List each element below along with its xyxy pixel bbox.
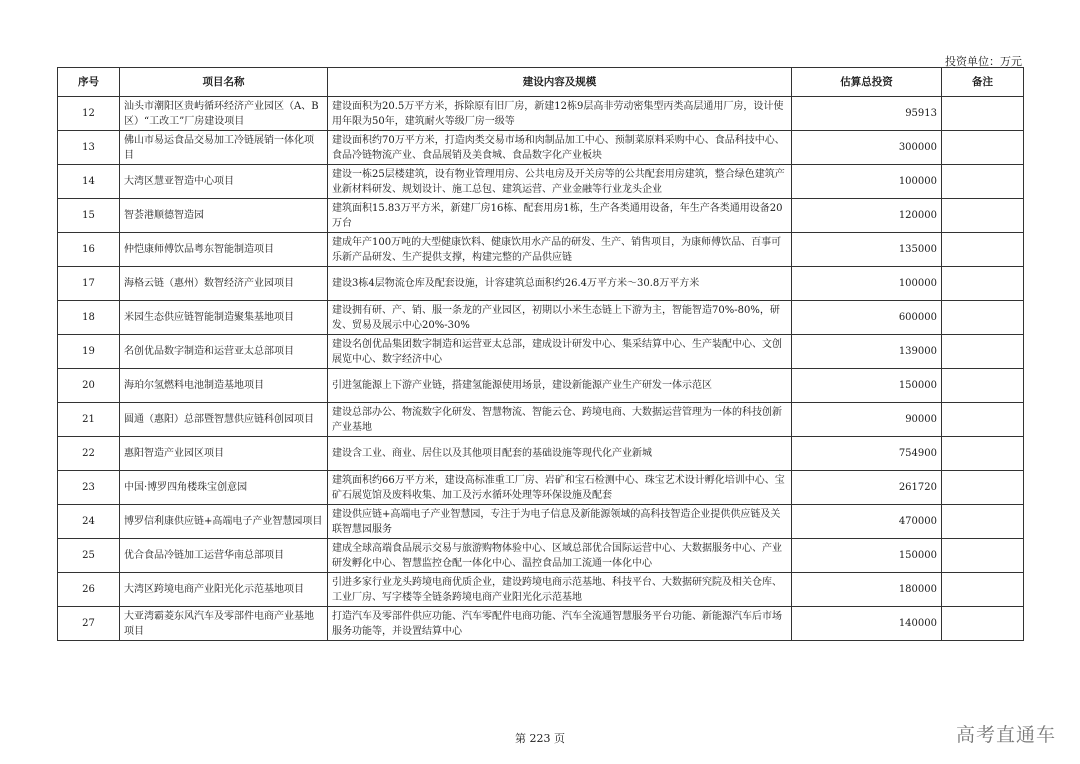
cell-content: 建设含工业、商业、居住以及其他项目配套的基础设施等现代化产业新城 (328, 437, 792, 471)
page-number: 第 223 页 (515, 732, 565, 745)
cell-content: 建设面积为20.5万平方米，拆除原有旧厂房，新建12栋9层高非劳动密集型丙类高层通用厂房，设计使用年限为50年，建筑耐火等级厂房一级等 (328, 97, 792, 131)
cell-project-name: 大亚湾霸菱东风汽车及零部件电商产业基地项目 (120, 607, 328, 641)
cell-investment: 100000 (792, 267, 942, 301)
cell-remark (942, 301, 1024, 335)
cell-content: 建筑面积约66万平方米，建设高标准重工厂房、岩矿和宝石检测中心、珠宝艺术设计孵化培训中心、宝矿石展览馆及废料收集、加工及污水循环处理等环保设施及配套 (328, 471, 792, 505)
cell-investment: 150000 (792, 539, 942, 573)
cell-investment: 261720 (792, 471, 942, 505)
cell-remark (942, 369, 1024, 403)
watermark: 高考直通车 (955, 724, 1056, 746)
cell-project-name: 惠阳智造产业园区项目 (120, 437, 328, 471)
cell-project-name: 优合食品冷链加工运营华南总部项目 (120, 539, 328, 573)
cell-investment: 120000 (792, 199, 942, 233)
cell-content: 建设名创优品集团数字制造和运营亚太总部，建成设计研发中心、集采结算中心、生产装配中心、文创展览中心、数字经济中心 (328, 335, 792, 369)
cell-remark (942, 233, 1024, 267)
header-index: 序号 (58, 68, 120, 97)
cell-index: 25 (58, 539, 120, 573)
cell-project-name: 大湾区慧亚智造中心项目 (120, 165, 328, 199)
table-row (58, 165, 1024, 199)
cell-content: 建设面积约70万平方米，打造肉类交易市场和肉制品加工中心、预制菜原料采购中心、食品科技中心、食品冷链物流产业、食品展销及美食城、食品数字化产业板块 (328, 131, 792, 165)
cell-remark (942, 607, 1024, 641)
header-project-name: 项目名称 (120, 68, 328, 97)
header-investment: 估算总投资 (792, 68, 942, 97)
cell-remark (942, 199, 1024, 233)
cell-content: 建筑面积15.83万平方米，新建厂房16栋、配套用房1栋，生产各类通用设备，年生产各类通用设备20万台 (328, 199, 792, 233)
cell-project-name: 佛山市易运食品交易加工冷链展销一体化项目 (120, 131, 328, 165)
cell-project-name: 大湾区跨境电商产业阳光化示范基地项目 (120, 573, 328, 607)
table-row (58, 233, 1024, 267)
cell-project-name: 汕头市潮阳区贵屿循环经济产业园区（A、B区）“工改工”厂房建设项目 (120, 97, 328, 131)
cell-project-name: 海珀尔氢燃料电池制造基地项目 (120, 369, 328, 403)
table-row (58, 335, 1024, 369)
cell-investment: 600000 (792, 301, 942, 335)
cell-remark (942, 267, 1024, 301)
cell-investment: 754900 (792, 437, 942, 471)
cell-project-name: 博罗信利康供应链+高端电子产业智慧园项目 (120, 505, 328, 539)
table-row (58, 539, 1024, 573)
cell-investment: 90000 (792, 403, 942, 437)
cell-content: 建设一栋25层楼建筑，设有物业管理用房、公共电房及开关房等的公共配套用房建筑，整合绿色建筑产业新材料研发、规划设计、施工总包、建筑运营、产业金融等行业龙头企业 (328, 165, 792, 199)
cell-index: 20 (58, 369, 120, 403)
table-row (58, 505, 1024, 539)
cell-project-name: 海格云链（惠州）数智经济产业园项目 (120, 267, 328, 301)
table-row (58, 471, 1024, 505)
cell-index: 19 (58, 335, 120, 369)
cell-remark (942, 165, 1024, 199)
cell-investment: 140000 (792, 607, 942, 641)
table-row (58, 131, 1024, 165)
cell-content: 引进多家行业龙头跨境电商优质企业，建设跨境电商示范基地、科技平台、大数据研究院及相关仓库、工业厂房、写字楼等全链条跨境电商产业阳光化示范基地 (328, 573, 792, 607)
table-row (58, 437, 1024, 471)
table-row (58, 403, 1024, 437)
cell-index: 23 (58, 471, 120, 505)
cell-remark (942, 437, 1024, 471)
table-row (58, 607, 1024, 641)
cell-index: 18 (58, 301, 120, 335)
cell-index: 22 (58, 437, 120, 471)
cell-investment: 180000 (792, 573, 942, 607)
cell-investment: 300000 (792, 131, 942, 165)
cell-content: 建设供应链+高端电子产业智慧园，专注于为电子信息及新能源领域的高科技智造企业提供供应链及关联智慧园服务 (328, 505, 792, 539)
table-row (58, 97, 1024, 131)
cell-index: 14 (58, 165, 120, 199)
cell-remark (942, 539, 1024, 573)
cell-content: 建成全球高端食品展示交易与旅游购物体验中心、区域总部优合国际运营中心、大数据服务中心、产业研发孵化中心、智慧监控仓配一体化中心、温控食品加工流通一体化中心 (328, 539, 792, 573)
cell-remark (942, 403, 1024, 437)
cell-index: 13 (58, 131, 120, 165)
table-row (58, 573, 1024, 607)
cell-index: 26 (58, 573, 120, 607)
cell-investment: 100000 (792, 165, 942, 199)
cell-index: 27 (58, 607, 120, 641)
table-row (58, 369, 1024, 403)
table-row (58, 301, 1024, 335)
header-content: 建设内容及规模 (328, 68, 792, 97)
cell-project-name: 米园生态供应链智能制造聚集基地项目 (120, 301, 328, 335)
cell-project-name: 名创优品数字制造和运营亚太总部项目 (120, 335, 328, 369)
cell-index: 17 (58, 267, 120, 301)
cell-content: 建设拥有研、产、销、服一条龙的产业园区，初期以小米生态链上下游为主，智能智造70%-80%，研发、贸易及展示中心20%-30% (328, 301, 792, 335)
cell-content: 建设总部办公、物流数字化研发、智慧物流、智能云仓、跨境电商、大数据运营管理为一体的科技创新产业基地 (328, 403, 792, 437)
cell-index: 24 (58, 505, 120, 539)
cell-project-name: 圆通（惠阳）总部暨智慧供应链科创园项目 (120, 403, 328, 437)
cell-remark (942, 573, 1024, 607)
cell-content: 打造汽车及零部件供应功能、汽车零配件电商功能、汽车全流通智慧服务平台功能、新能源汽车后市场服务功能等，并设置结算中心 (328, 607, 792, 641)
table-row (58, 267, 1024, 301)
cell-content: 引进氢能源上下游产业链，搭建氢能源使用场景，建设新能源产业生产研发一体示范区 (328, 369, 792, 403)
header-remark: 备注 (942, 68, 1024, 97)
investment-unit-note: 投资单位：万元 (945, 55, 1022, 68)
project-table (57, 67, 1024, 641)
cell-remark (942, 505, 1024, 539)
cell-investment: 135000 (792, 233, 942, 267)
cell-project-name: 仲恺康师傅饮品粤东智能制造项目 (120, 233, 328, 267)
cell-index: 12 (58, 97, 120, 131)
cell-remark (942, 131, 1024, 165)
cell-remark (942, 97, 1024, 131)
cell-investment: 150000 (792, 369, 942, 403)
cell-investment: 139000 (792, 335, 942, 369)
cell-index: 15 (58, 199, 120, 233)
cell-content: 建设3栋4层物流仓库及配套设施，计容建筑总面积约26.4万平方米～30.8万平方米 (328, 267, 792, 301)
cell-investment: 470000 (792, 505, 942, 539)
cell-project-name: 智荟港顺德智造园 (120, 199, 328, 233)
table-row (58, 199, 1024, 233)
cell-investment: 95913 (792, 97, 942, 131)
cell-remark (942, 471, 1024, 505)
cell-index: 21 (58, 403, 120, 437)
cell-project-name: 中国·博罗四角楼珠宝创意园 (120, 471, 328, 505)
cell-remark (942, 335, 1024, 369)
table-header-row (58, 68, 1024, 97)
cell-index: 16 (58, 233, 120, 267)
cell-content: 建成年产100万吨的大型健康饮料、健康饮用水产品的研发、生产、销售项目，为康师傅饮品、百事可乐新产品研发、生产提供支撑，构建完整的产品供应链 (328, 233, 792, 267)
